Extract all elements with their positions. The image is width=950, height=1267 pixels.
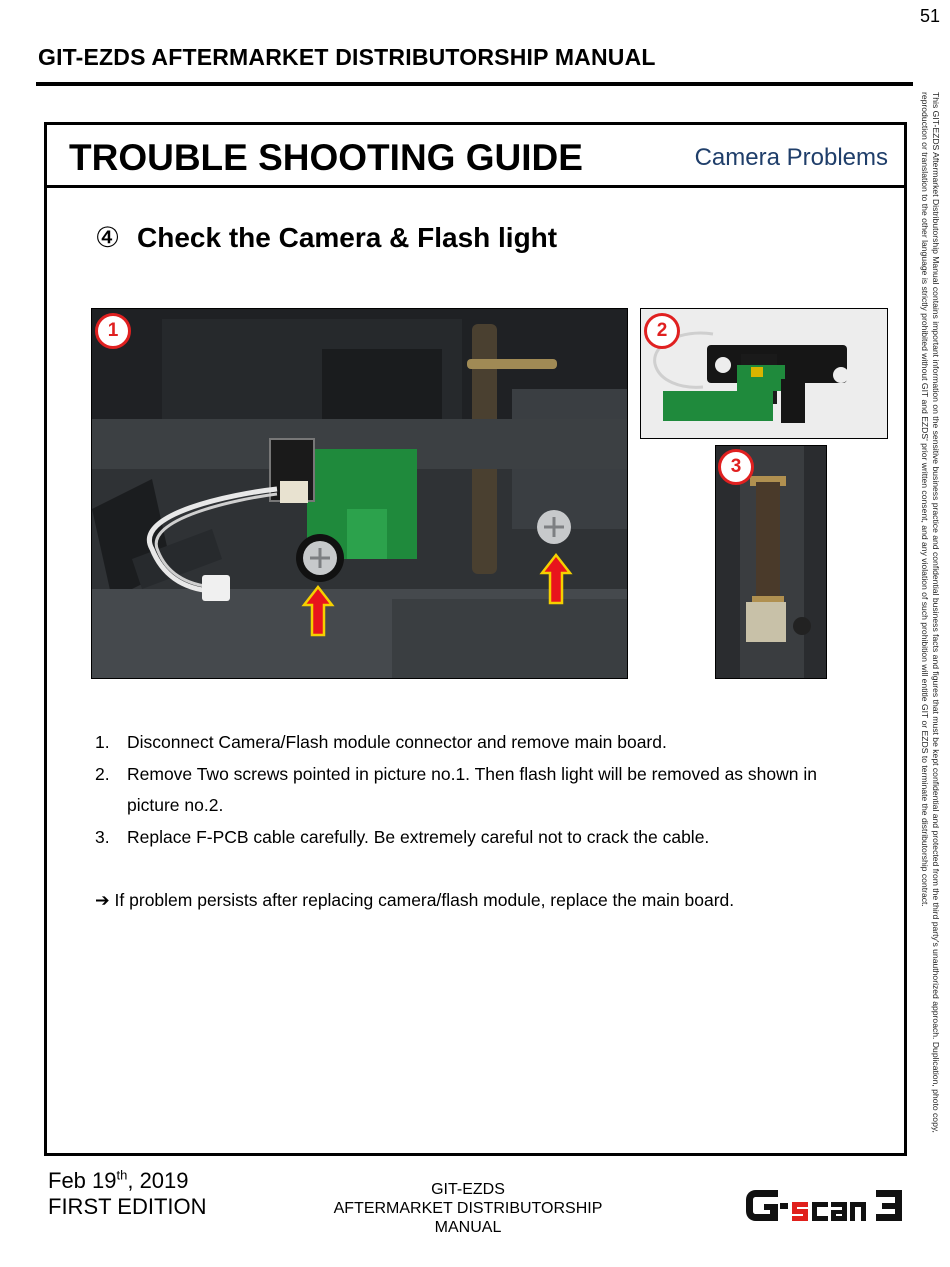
instruction-text: Replace F-PCB cable carefully. Be extremely careful not to crack the cable. [127, 826, 710, 847]
footer-date-line [48, 1168, 207, 1194]
guide-subtitle: Camera Problems [694, 144, 888, 171]
instruction-item [95, 727, 855, 759]
instruction-number: 2. [95, 763, 110, 784]
step-title: Check the Camera & Flash light [137, 222, 558, 253]
manual-header: GIT-EZDS AFTERMARKET DISTRIBUTORSHIP MANUAL [38, 44, 656, 70]
gscan-logo-icon [742, 1184, 906, 1226]
footer-date-year: , 2019 [127, 1168, 189, 1193]
note [95, 885, 855, 917]
instruction-text: Disconnect Camera/Flash module connector and remove main board. [127, 732, 667, 752]
footer-edition: FIRST EDITION [48, 1194, 207, 1219]
instruction-number: 3. [95, 826, 110, 847]
camera-module-photo [91, 308, 628, 679]
footer-date [48, 1168, 207, 1220]
note-text: If problem persists after replacing camera/flash module, replace the main board. [114, 890, 735, 910]
confidentiality-notice [917, 92, 941, 1154]
footer-date-day: Feb 19 [48, 1168, 117, 1193]
title-bar [47, 125, 904, 188]
flash-module-photo [640, 308, 888, 439]
instruction-item [95, 759, 855, 822]
confidentiality-notice-line-2: reproduction or translation to the other language is strictly prohibited without GIT and EZDS' prior written consent, and any violation of such prohibition will entitle GIT or EZDS to terminate the distributorship contract. [920, 92, 930, 907]
arrow-icon: ➔ [95, 890, 110, 910]
fpcb-cable-photo [715, 445, 827, 679]
footer-center-line-2: AFTERMARKET DISTRIBUTORSHIP MANUAL [333, 1200, 603, 1236]
footer-center [300, 1180, 636, 1237]
instruction-item [95, 822, 855, 854]
footer-center-line-1: GIT-EZDS [431, 1181, 505, 1198]
gscan-logo [742, 1184, 906, 1231]
instruction-number: 1. [95, 732, 110, 752]
step-heading [95, 221, 557, 254]
step-number: ④ [95, 222, 121, 253]
page-number: 51 [919, 6, 940, 26]
camera-module-illustration [92, 309, 627, 678]
instructions [95, 727, 855, 917]
confidentiality-notice-line-1: This GIT-EZDS Aftermarket Distributorship Manual contains important information on the sensitive business practice and confidential business facts and figures that must be kept confidential and protected from the third party's unauthorized approach. Duplication, photo copy, [931, 92, 941, 1133]
guide-title: TROUBLE SHOOTING GUIDE [69, 137, 583, 178]
guide-frame [44, 122, 907, 1156]
photo-badge-2: 2 [644, 313, 680, 349]
instruction-text: Remove Two screws pointed in picture no.1. Then flash light will be removed as shown in picture no.2. [127, 763, 817, 815]
photo-badge-1: 1 [95, 313, 131, 349]
footer-date-suffix: th [116, 1167, 128, 1183]
photo-badge-3: 3 [718, 449, 754, 485]
header-rule [36, 82, 913, 86]
